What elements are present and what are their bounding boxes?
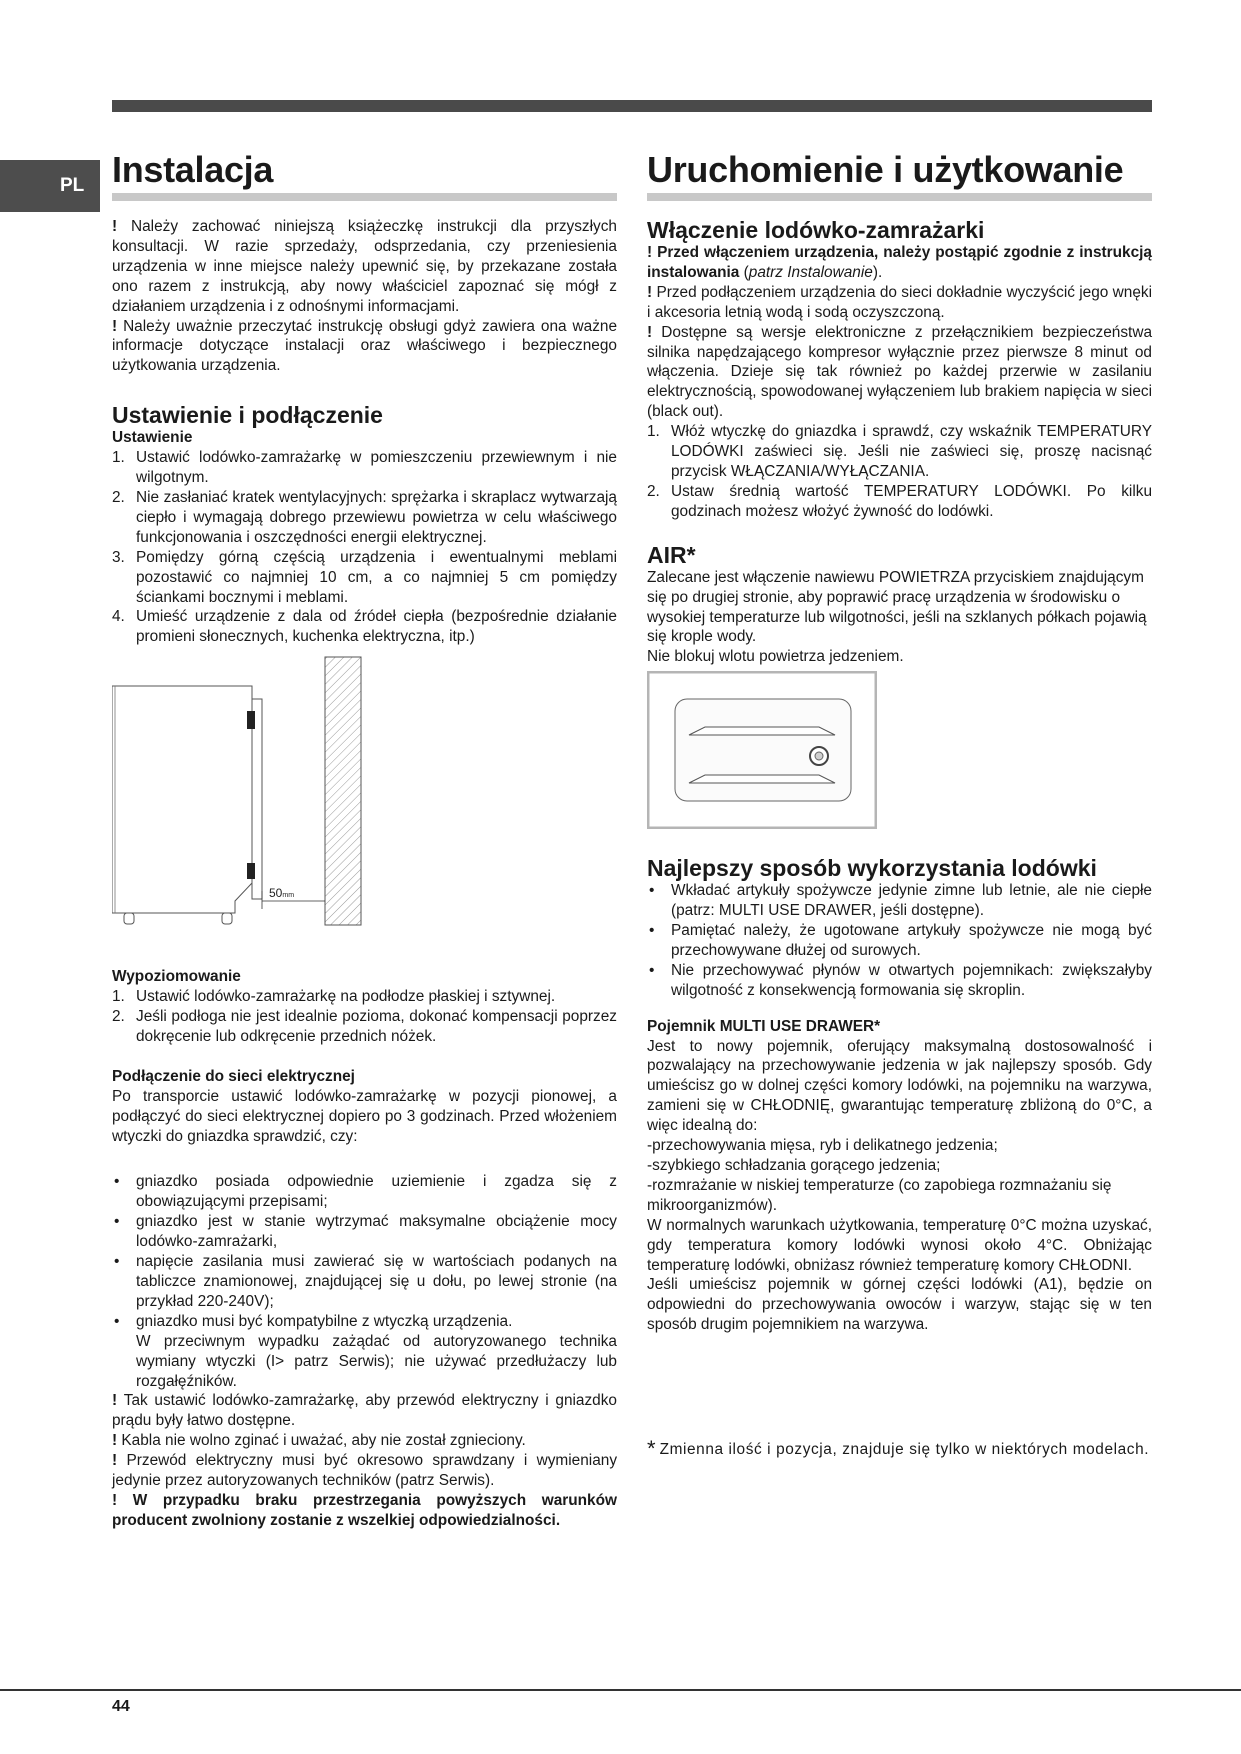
drawer-subheading: Pojemnik MULTI USE DRAWER* xyxy=(647,1017,881,1035)
air-control-panel-illustration xyxy=(647,671,877,829)
upper-shelf-trim xyxy=(689,727,835,735)
list-item: 2. Nie zasłaniać kratek wentylacyjnych: sprężarka i skraplacz wytwarzają ciepło i wymagają dobrego przewiewu powietrza w celu właściwego funkcjonowania i oszczędności energii elektrycznej. xyxy=(112,488,617,546)
list-item: • Pamiętać należy, że ugotowane artykuły spożywcze nie mogą być przechowywane dłużej od surowych. xyxy=(649,922,1152,959)
lower-shelf-trim xyxy=(689,775,835,783)
list-item: 4. Umieść urządzenie z dala od źródeł ciepła (bezpośrednie działanie promieni słonecznych, kuchenka elektryczna, itp.) xyxy=(112,608,617,646)
air-section-title: AIR* xyxy=(647,541,696,568)
drawer-line: -rozmrażanie w niskiej temperaturze (co zapobiega rozmnażaniu się mikroorganizmów). xyxy=(647,1176,1112,1214)
list-item: • gniazdko posiada odpowiednie uziemienie i zgadza się z obowiązującymi przepisami; xyxy=(114,1173,617,1211)
warning-1: ! Tak ustawić lodówko-zamrażarkę, aby przewód elektryczny i gniazdko prądu były łatwo dostępne. xyxy=(112,1392,617,1430)
title-underline xyxy=(112,193,617,201)
upper-hinge xyxy=(247,711,255,729)
list-item: 3. Pomiędzy górną częścią urządzenia i ewentualnymi meblami pozostawić co najmniej 10 cm, a co najmniej 5 cm pomiędzy ściankami bocznymi i meblami. xyxy=(112,548,617,606)
placement-section-title: Ustawienie i podłączenie xyxy=(112,402,383,429)
placement-subheading: Ustawienie xyxy=(112,429,193,447)
fridge-outline xyxy=(112,686,252,913)
drawer-paragraph-3: Jeśli umieścisz pojemnik w górnej części lodówki (A1), będzie on odpowiedni do przechowywania owoców i warzyw, stając się w ten sposób drugim pojemnikiem na warzywa. xyxy=(647,1276,1152,1334)
intro-paragraph-2: ! Należy uważnie przeczytać instrukcję obsługi gdyż zawiera ona ważne informacje dotyczące instalacji oraz właściwego i bezpiecznego użytkowania urządzenia. xyxy=(112,317,618,375)
list-item: • gniazdko jest w stanie wytrzymać maksymalne obciążenie mocy lodówko-zamrażarki, xyxy=(114,1213,617,1251)
warning-2: ! Kabla nie wolno zginać i uważać, aby nie został zgnieciony. xyxy=(112,1432,526,1450)
list-item: 2. Jeśli podłoga nie jest idealnie pozioma, dokonać kompensacji poprzez dokręcenie lub odkręcenie przednich nóżek. xyxy=(112,1008,617,1045)
language-code: PL xyxy=(60,175,85,196)
list-item: 1. Ustawić lodówko-zamrażarkę w pomieszczeniu przewiewnym i nie wilgotnym. xyxy=(112,449,617,487)
drawer-line: -szybkiego schładzania gorącego jedzenia; xyxy=(647,1157,941,1174)
top-bar xyxy=(112,100,1152,112)
placement-list xyxy=(112,448,617,647)
list-item: 2. Ustaw średnią wartość TEMPERATURY LODÓWKI. Po kilku godzinach możesz włożyć żywność do lodówki. xyxy=(647,482,1152,520)
list-item: • Wkładać artykuły spożywcze jedynie zimne lub letnie, ale nie ciepłe (patrz: MULTI USE DRAWER, jeśli dostępne). xyxy=(649,882,1152,920)
drawer-line: -przechowywania mięsa, ryb i delikatnego jedzenia; xyxy=(647,1137,998,1155)
air-paragraph: Zalecane jest włączenie nawiewu POWIETRZA przyciskiem znajdującym się po drugiej stronie, aby poprawić pracę urządzenia w środowisku o wysokiej temperaturze lub wilgotności, jeśli na szklanych półkach pojawią się krople wody. xyxy=(647,568,1147,646)
air-note: Nie blokuj wlotu powietrza jedzeniem. xyxy=(647,648,904,666)
left-column xyxy=(112,150,617,1531)
electrical-paragraph: Po transporcie ustawić lodówko-zamrażarkę w pozycji pionowej, a podłączyć do sieci elektrycznej dopiero po 3 godzinach. Przed włożeniem wtyczki do gniazdka sprawdzić, czy: xyxy=(112,1087,617,1145)
title-underline xyxy=(647,193,1152,201)
fridge-clearance-diagram xyxy=(112,651,617,961)
footer-rule xyxy=(0,1689,1241,1691)
rear-foot xyxy=(222,913,232,924)
startup-section-title: Włączenie lodówko-zamrażarki xyxy=(647,217,985,243)
leveling-list xyxy=(112,987,617,1047)
footnote: * Zmienna ilość i pozycja, znajduje się tylko w niektórych modelach. xyxy=(647,1436,1150,1462)
front-foot xyxy=(124,913,134,924)
startup-paragraph-1: ! Przed włączeniem urządzenia, należy postąpić zgodnie z instrukcją instalowania (patrz Instalowanie). xyxy=(647,244,1152,281)
leveling-subheading: Wypoziomowanie xyxy=(112,968,241,986)
usage-title: Uruchomienie i użytkowanie xyxy=(647,149,1124,190)
list-item: 1. Ustawić lodówko-zamrażarkę na podłodze płaskiej i sztywnej. xyxy=(112,988,556,1006)
list-item: 1. Włóż wtyczkę do gniazdka i sprawdź, czy wskaźnik TEMPERATURY LODÓWKI zaświeci się. Jeśli nie zaświeci się, proszę nacisnąć przycisk WŁĄCZANIA/WYŁĄCZANIA. xyxy=(647,423,1152,480)
startup-paragraph-3: ! Dostępne są wersje elektroniczne z przełącznikiem bezpieczeństwa silnika napędzającego kompresor wyłącznie przez pierwsze 8 minut od włączenia. Dzieje się tak również po każdej przerwie w zasilaniu elektrycznością, spowodowanej wyłączeniem lub brakiem napięcia w sieci (black out). xyxy=(647,323,1153,421)
lower-hinge xyxy=(247,863,255,879)
installation-title: Instalacja xyxy=(112,149,274,190)
clearance-label: 50mm xyxy=(269,886,295,901)
list-item: • Nie przechowywać płynów w otwartych pojemnikach: zwiększałyby wilgotność z konsekwencją formowania się skroplin. xyxy=(649,961,1152,999)
page-number: 44 xyxy=(112,1698,130,1715)
electrical-subheading: Podłączenie do sieci elektrycznej xyxy=(112,1067,355,1085)
socket-checklist xyxy=(112,1172,617,1391)
intro-paragraph-1: ! Należy zachować niniejszą książeczkę instrukcji dla przyszłych konsultacji. W razie sprzedaży, odsprzedania, czy przeniesienia urządzenia w inne miejsce należy upewnić się, by przekazane została ono razem z instrukcją, aby nowy właściciel zapoznać się mógł z działaniem urządzenia i z odnośnymi informacjami. xyxy=(112,218,617,315)
drawer-paragraph-2: W normalnych warunkach użytkowania, temperaturę 0°C można uzyskać, gdy temperatura komory lodówki wynosi około 4°C. Obniżając temperaturę lodówki, obniżasz również temperaturę komory CHŁODNI. xyxy=(647,1216,1152,1274)
language-tab xyxy=(0,160,100,212)
list-item: • gniazdko musi być kompatybilne z wtyczką urządzenia. xyxy=(114,1312,513,1330)
best-use-list xyxy=(647,881,1152,1000)
list-item: • napięcie zasilania musi zawierać się w wartościach podanych na tabliczce znamionowej, znajdującej się u dołu, po lewej stronie (na przykład 220-240V); xyxy=(114,1253,617,1310)
right-column xyxy=(647,150,1152,1460)
startup-list xyxy=(647,422,1152,522)
warning-4: ! W przypadku braku przestrzegania powyższych warunków producent zwolniony zostanie z wszelkiej odpowiedzialności. xyxy=(112,1491,617,1529)
best-use-section-title: Najlepszy sposób wykorzystania lodówki xyxy=(647,855,1097,882)
startup-paragraph-2: ! Przed podłączeniem urządzenia do sieci dokładnie wyczyścić jego wnęki i akcesoria letnią wodą i sodą oczyszczoną. xyxy=(647,283,1152,321)
wall xyxy=(325,657,361,925)
drawer-paragraph-1: Jest to nowy pojemnik, oferujący maksymalną dostosowalność i pozwalający na przechowywanie jedzenia w jak najlepszy sposób. Gdy umieścisz go w dolnej części komory lodówki, na pojemniku na warzywa, zamieni się w CHŁODNIĘ, gwarantując temperaturę zbliżoną do 0°C, a więc idealną do: xyxy=(647,1037,1152,1135)
list-item-continuation: W przeciwnym wypadku zażądać od autoryzowanego technika wymiany wtyczki (I> patrz Serwis); nie używać przedłużaczy lub rozgałęźników. xyxy=(136,1332,617,1390)
warning-3: ! Przewód elektryczny musi być okresowo sprawdzany i wymieniany jedynie przez autoryzowanych techników (patrz Serwis). xyxy=(112,1452,618,1490)
